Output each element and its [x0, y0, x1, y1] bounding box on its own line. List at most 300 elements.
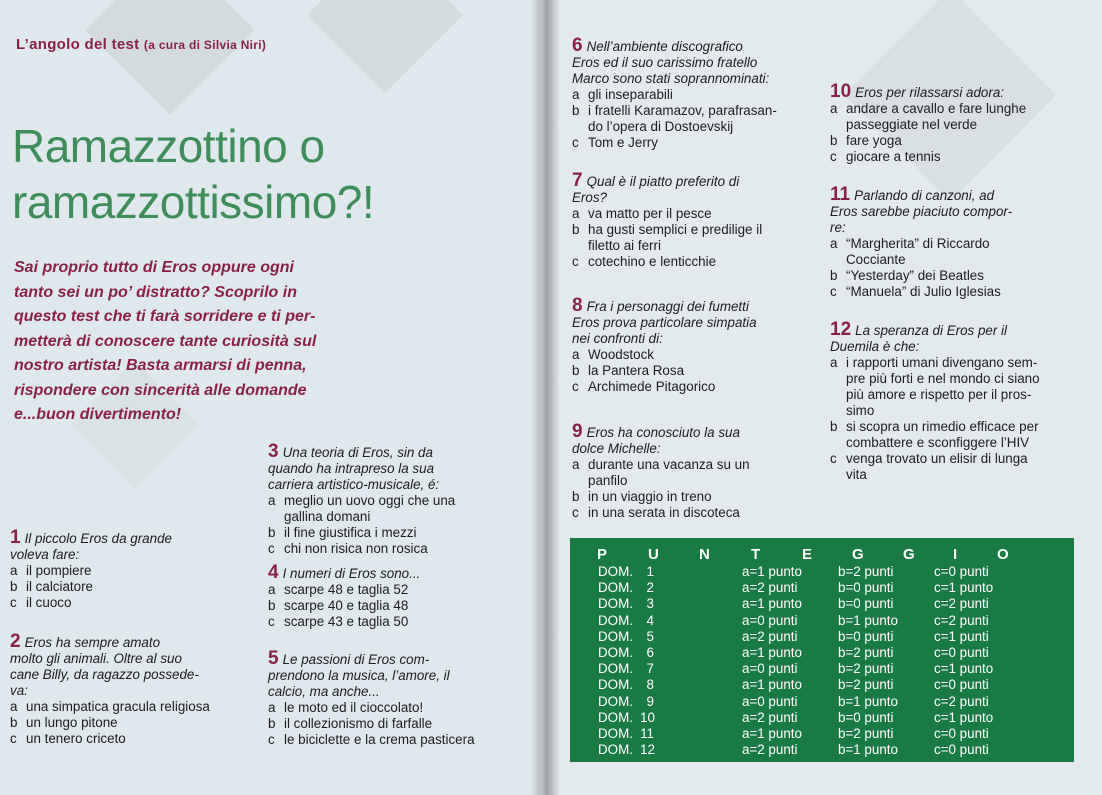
- answer-option: [572, 87, 822, 103]
- score-header-letter: N: [699, 546, 711, 563]
- question-line-text: dolce Michelle:: [572, 441, 661, 456]
- option-letter: c: [830, 451, 837, 466]
- option-letter: a: [572, 87, 580, 102]
- question-7: [572, 170, 822, 270]
- option-text: [284, 700, 528, 716]
- option-line: si scopra un rimedio efficace per: [846, 419, 1039, 434]
- score-cell-b: b=2 punti: [838, 661, 894, 677]
- option-line: vita: [846, 467, 867, 482]
- question-number: 7: [572, 170, 583, 191]
- option-letter: b: [572, 103, 580, 118]
- title-line: Ramazzottino o: [12, 120, 325, 172]
- question-11: [830, 184, 1080, 300]
- question-text: [268, 648, 528, 700]
- option-letter: b: [572, 222, 580, 237]
- answer-option: [830, 355, 1080, 419]
- question-3: [268, 441, 518, 557]
- option-letter: b: [830, 133, 838, 148]
- question-number: 9: [572, 421, 583, 442]
- option-line: una simpatica gracula religiosa: [26, 699, 210, 714]
- option-line: le moto ed il cioccolato!: [284, 700, 424, 715]
- option-line: “Margherita” di Riccardo: [846, 236, 990, 251]
- option-letter: b: [10, 715, 18, 730]
- score-cell-a: a=2 punti: [742, 628, 798, 644]
- option-text: [284, 582, 518, 598]
- option-line: giocare a tennis: [846, 149, 941, 164]
- option-line: filetto ai ferri: [588, 238, 661, 253]
- score-cell-a: a=1 punto: [742, 677, 802, 693]
- option-line: le biciclette e la crema pasticera: [284, 732, 475, 747]
- option-letter: c: [572, 379, 579, 394]
- score-cell-b: b=2 punti: [838, 677, 894, 693]
- option-line: pre più forti e nel mondo ci siano: [846, 371, 1040, 386]
- score-header-letter: T: [751, 546, 762, 563]
- option-text: [846, 133, 1080, 149]
- section-title: L’angolo del test: [16, 36, 140, 53]
- answer-option: [268, 732, 528, 748]
- option-line: gallina domani: [284, 509, 371, 524]
- score-cell-dom: DOM.: [598, 645, 633, 660]
- question-line-text: va:: [10, 683, 28, 698]
- score-cell-b: b=2 punti: [838, 726, 894, 741]
- score-row: [570, 596, 1074, 612]
- question-text: [572, 35, 822, 87]
- question-line: [268, 477, 518, 493]
- question-line: [572, 441, 822, 457]
- question-line-text: Le passioni di Eros com-: [282, 652, 430, 667]
- score-row: [570, 694, 1074, 710]
- score-cell-n: 4: [646, 612, 654, 628]
- option-line: la Pantera Rosa: [588, 363, 685, 378]
- question-text: [830, 184, 1080, 236]
- score-cell-n: 10: [640, 709, 655, 725]
- score-table: [570, 538, 1074, 762]
- score-cell-dom: DOM.: [598, 661, 633, 677]
- score-cell-n: 9: [646, 693, 654, 709]
- option-letter: a: [268, 493, 276, 508]
- option-text: [284, 541, 518, 557]
- question-line: [830, 184, 1080, 205]
- score-cell-c: c=1 punti: [934, 628, 989, 644]
- score-header-letter: O: [997, 546, 1010, 563]
- question-line: [268, 441, 518, 462]
- option-letter: c: [572, 254, 579, 269]
- score-cell-b: b=0 punti: [838, 596, 894, 612]
- question-line-text: Eros?: [572, 190, 607, 205]
- intro-line: tanto sei un po’ distratto? Scoprilo in: [14, 283, 297, 301]
- score-header-letter: E: [802, 546, 814, 563]
- score-header-letter: I: [953, 546, 959, 563]
- answer-option: [572, 206, 822, 222]
- score-row: [570, 564, 1074, 580]
- answer-option: [830, 419, 1080, 451]
- option-text: [284, 716, 528, 732]
- question-line-text: molto gli animali. Oltre al suo: [10, 651, 182, 666]
- question-line-text: La speranza di Eros per il: [855, 323, 1007, 338]
- option-line: combattere e sconfiggere l’HIV: [846, 435, 1030, 450]
- question-text: [10, 631, 260, 699]
- option-line: il fine giustifica i mezzi: [284, 525, 417, 540]
- option-letter: a: [572, 457, 580, 472]
- question-line-text: carriera artistico-musicale, é:: [268, 477, 440, 492]
- page-gutter: [530, 0, 560, 795]
- score-cell-c: c=1 punto: [934, 580, 994, 596]
- option-text: [26, 731, 260, 747]
- option-line: panfilo: [588, 473, 628, 488]
- score-row: [570, 661, 1074, 677]
- question-line-text: cane Billy, da ragazzo possede-: [10, 667, 199, 682]
- question-line: [572, 315, 822, 331]
- question-line-text: prendono la musica, l’amore, il: [268, 668, 450, 683]
- option-line: “Yesterday” dei Beatles: [846, 268, 984, 283]
- question-text: [830, 81, 1080, 102]
- option-text: [588, 347, 822, 363]
- score-header-letter: G: [903, 546, 916, 563]
- option-line: un lungo pitone: [26, 715, 118, 730]
- question-line: [830, 319, 1080, 340]
- option-text: [284, 525, 518, 541]
- score-cell-a: a=0 punti: [742, 612, 798, 628]
- question-line: [10, 651, 260, 667]
- question-line-text: nei confronti di:: [572, 331, 663, 346]
- option-line: scarpe 48 e taglia 52: [284, 582, 409, 597]
- option-letter: c: [830, 284, 837, 299]
- option-line: andare a cavallo e fare lunghe: [846, 101, 1027, 116]
- answer-option: [572, 347, 822, 363]
- score-cell-n: 1: [646, 564, 654, 579]
- question-text: [572, 295, 822, 347]
- score-cell-b: b=0 punti: [838, 628, 894, 644]
- answer-option: [830, 133, 1080, 149]
- option-line: meglio un uovo oggi che una: [284, 493, 456, 508]
- question-number: 1: [10, 527, 21, 548]
- score-cell-a: a=1 punto: [742, 726, 802, 741]
- option-line: ha gusti semplici e predilige il: [588, 222, 763, 237]
- score-cell-dom: DOM.: [598, 709, 633, 725]
- question-line-text: Duemila è che:: [830, 339, 920, 354]
- question-5: [268, 648, 528, 748]
- question-line-text: Una teoria di Eros, sin da: [282, 445, 433, 460]
- answer-option: [830, 268, 1080, 284]
- question-text: [572, 170, 822, 206]
- question-8: [572, 295, 822, 395]
- option-letter: c: [572, 505, 579, 520]
- score-row: [570, 726, 1074, 742]
- intro-line: metterà di conoscere tante curiosità sul: [14, 332, 317, 350]
- answer-option: [572, 505, 822, 521]
- option-line: più amore e rispetto per il pros-: [846, 387, 1032, 402]
- score-cell-n: 11: [640, 726, 654, 741]
- option-line: Tom e Jerry: [588, 135, 658, 150]
- answer-option: [830, 284, 1080, 300]
- answer-option: [572, 135, 822, 151]
- question-line: [830, 204, 1080, 220]
- question-line: [572, 71, 822, 87]
- question-text: [268, 562, 518, 583]
- question-number: 12: [830, 319, 852, 340]
- question-text: [268, 441, 518, 493]
- option-line: va matto per il pesce: [588, 206, 712, 221]
- answer-option: [268, 700, 528, 716]
- score-cell-dom: DOM.: [598, 628, 633, 644]
- question-line: [268, 684, 528, 700]
- question-line-text: Parlando di canzoni, ad: [854, 188, 995, 203]
- option-text: [588, 457, 822, 489]
- question-6: [572, 35, 822, 151]
- score-cell-a: a=2 punti: [742, 580, 798, 596]
- question-text: [10, 527, 250, 563]
- question-line-text: voleva fare:: [10, 547, 80, 562]
- score-cell-c: c=0 punti: [934, 677, 989, 693]
- answer-option: [268, 541, 518, 557]
- option-letter: c: [10, 731, 17, 746]
- option-line: durante una vacanza su un: [588, 457, 750, 472]
- option-line: il cuoco: [26, 595, 72, 610]
- question-line-text: Eros ha sempre amato: [24, 635, 161, 650]
- intro-line: questo test che ti farà sorridere e ti per-: [14, 308, 316, 325]
- option-line: scarpe 40 e taglia 48: [284, 598, 409, 613]
- option-text: [284, 598, 518, 614]
- answer-option: [830, 101, 1080, 133]
- background-diamond: [307, 0, 463, 93]
- option-text: [846, 149, 1080, 165]
- option-letter: b: [268, 598, 276, 613]
- option-line: in una serata in discoteca: [588, 505, 740, 520]
- answer-option: [10, 715, 260, 731]
- score-row: [570, 580, 1074, 596]
- score-row: [570, 629, 1074, 645]
- option-letter: a: [572, 347, 580, 362]
- option-line: Archimede Pitagorico: [588, 379, 716, 394]
- score-cell-dom: DOM.: [598, 693, 633, 709]
- option-letter: b: [572, 489, 580, 504]
- answer-option: [830, 149, 1080, 165]
- option-text: [588, 254, 822, 270]
- option-line: gli inseparabili: [588, 87, 673, 102]
- option-letter: a: [830, 101, 838, 116]
- score-cell-n: 8: [646, 677, 654, 693]
- question-number: 2: [10, 631, 21, 652]
- option-line: in un viaggio in treno: [588, 489, 712, 504]
- option-line: Woodstock: [588, 347, 654, 362]
- option-text: [284, 732, 528, 748]
- option-text: [588, 379, 822, 395]
- option-letter: c: [830, 149, 837, 164]
- score-cell-a: a=0 punti: [742, 693, 798, 709]
- option-line: scarpe 43 e taglia 50: [284, 614, 409, 629]
- option-letter: a: [830, 236, 838, 251]
- title-line: ramazzottissimo?!: [12, 176, 375, 228]
- question-line-text: quando ha intrapreso la sua: [268, 461, 435, 476]
- option-letter: c: [10, 595, 17, 610]
- answer-option: [10, 699, 260, 715]
- background-diamond: [85, 0, 255, 115]
- option-text: [846, 236, 1080, 268]
- section-credit: (a cura di Silvia Niri): [143, 38, 267, 52]
- option-line: “Manuela” di Julio Iglesias: [846, 284, 1001, 299]
- answer-option: [268, 598, 518, 614]
- score-row: [570, 742, 1074, 758]
- question-line: [572, 331, 822, 347]
- option-text: [588, 87, 822, 103]
- answer-option: [572, 489, 822, 505]
- score-cell-c: c=2 punti: [934, 612, 989, 628]
- option-text: [26, 579, 250, 595]
- answer-option: [10, 731, 260, 747]
- option-text: [284, 493, 518, 525]
- question-number: 5: [268, 648, 279, 669]
- option-line: fare yoga: [846, 133, 902, 148]
- answer-option: [268, 493, 518, 525]
- option-letter: b: [268, 525, 276, 540]
- answer-option: [830, 451, 1080, 483]
- question-line-text: Eros prova particolare simpatia: [572, 315, 757, 330]
- option-line: il pompiere: [26, 563, 92, 578]
- option-line: venga trovato un elisir di lunga: [846, 451, 1028, 466]
- question-line: [268, 648, 528, 669]
- option-letter: b: [830, 268, 838, 283]
- question-line-text: re:: [830, 220, 846, 235]
- question-line: [572, 421, 822, 442]
- intro-line: e...buon divertimento!: [14, 406, 182, 423]
- score-cell-a: a=0 punti: [742, 661, 798, 677]
- question-line: [830, 81, 1080, 102]
- option-letter: a: [10, 699, 18, 714]
- question-line: [830, 339, 1080, 355]
- option-text: [26, 563, 250, 579]
- section-header: [16, 36, 266, 53]
- score-cell-c: c=0 punti: [934, 645, 989, 660]
- option-letter: b: [830, 419, 838, 434]
- intro-line: nostro artista! Basta armarsi di penna,: [14, 357, 307, 374]
- option-text: [588, 363, 822, 379]
- question-4: [268, 562, 518, 630]
- page-title: [12, 118, 374, 230]
- option-line: Cocciante: [846, 252, 906, 267]
- intro-line: rispondere con sincerità alle domande: [14, 381, 307, 399]
- score-row: [570, 645, 1074, 661]
- score-cell-n: 12: [640, 742, 655, 758]
- score-cell-a: a=2 punti: [742, 709, 798, 725]
- answer-option: [572, 379, 822, 395]
- option-line: il calciatore: [26, 579, 93, 594]
- option-text: [846, 451, 1080, 483]
- question-number: 3: [268, 441, 279, 462]
- score-header-letter: P: [597, 546, 609, 563]
- question-line: [10, 547, 250, 563]
- question-line: [572, 170, 822, 191]
- option-line: il collezionismo di farfalle: [284, 716, 433, 731]
- score-cell-dom: DOM.: [598, 564, 633, 579]
- answer-option: [268, 582, 518, 598]
- question-line: [572, 295, 822, 316]
- score-cell-c: c=2 punti: [934, 596, 989, 612]
- score-cell-b: b=1 punto: [838, 612, 898, 628]
- answer-option: [572, 254, 822, 270]
- option-letter: a: [830, 355, 838, 370]
- option-letter: c: [268, 732, 275, 747]
- question-line: [10, 683, 260, 699]
- score-cell-dom: DOM.: [598, 726, 633, 741]
- question-line: [10, 667, 260, 683]
- question-text: [830, 319, 1080, 355]
- score-cell-a: a=2 punti: [742, 742, 798, 758]
- option-text: [588, 206, 822, 222]
- question-1: [10, 527, 250, 611]
- question-line-text: I numeri di Eros sono...: [282, 566, 421, 581]
- question-line-text: Eros ed il suo carissimo fratello: [572, 55, 758, 70]
- score-header: [570, 546, 1074, 566]
- option-text: [846, 284, 1080, 300]
- option-letter: b: [268, 716, 276, 731]
- question-text: [572, 421, 822, 457]
- score-cell-b: b=0 punti: [838, 580, 894, 596]
- answer-option: [10, 595, 250, 611]
- score-cell-dom: DOM.: [598, 596, 633, 612]
- answer-option: [10, 563, 250, 579]
- option-letter: a: [268, 582, 276, 597]
- option-letter: c: [268, 614, 275, 629]
- option-line: simo: [846, 403, 875, 418]
- option-text: [846, 101, 1080, 133]
- question-number: 4: [268, 562, 279, 583]
- score-header-letter: G: [852, 546, 865, 563]
- score-cell-c: c=1 punto: [934, 661, 994, 677]
- question-number: 11: [830, 184, 851, 205]
- score-cell-c: c=2 punti: [934, 693, 989, 709]
- score-cell-n: 5: [646, 628, 654, 644]
- question-line-text: calcio, ma anche...: [268, 684, 380, 699]
- score-cell-n: 2: [646, 580, 654, 596]
- option-letter: c: [572, 135, 579, 150]
- answer-option: [572, 103, 822, 135]
- question-line-text: Fra i personaggi dei fumetti: [586, 299, 749, 314]
- score-cell-c: c=0 punti: [934, 564, 989, 579]
- option-line: un tenero criceto: [26, 731, 126, 746]
- question-line-text: Il piccolo Eros da grande: [24, 531, 172, 546]
- question-line: [830, 220, 1080, 236]
- question-number: 10: [830, 81, 852, 102]
- option-letter: b: [572, 363, 580, 378]
- option-letter: c: [268, 541, 275, 556]
- score-header-letter: U: [648, 546, 660, 563]
- option-text: [26, 595, 250, 611]
- option-text: [846, 268, 1080, 284]
- option-text: [588, 135, 822, 151]
- option-text: [26, 715, 260, 731]
- option-text: [846, 355, 1080, 419]
- answer-option: [572, 222, 822, 254]
- option-line: do l’opera di Dostoevskij: [588, 119, 734, 134]
- answer-option: [268, 614, 518, 630]
- question-line-text: Eros per rilassarsi adora:: [855, 85, 1004, 100]
- question-12: [830, 319, 1080, 483]
- score-cell-a: a=1 punto: [742, 564, 802, 579]
- question-line-text: Eros ha conosciuto la sua: [586, 425, 740, 440]
- option-line: cotechino e lenticchie: [588, 254, 717, 269]
- question-line: [572, 190, 822, 206]
- score-cell-b: b=0 punti: [838, 709, 894, 725]
- option-line: i rapporti umani divengano sem-: [846, 355, 1038, 370]
- score-cell-b: b=2 punti: [838, 645, 894, 660]
- score-cell-n: 7: [646, 661, 654, 677]
- score-row: [570, 677, 1074, 693]
- option-line: passeggiate nel verde: [846, 117, 978, 132]
- score-cell-c: c=0 punti: [934, 742, 989, 758]
- question-line: [268, 461, 518, 477]
- option-text: [588, 222, 822, 254]
- score-cell-b: b=2 punti: [838, 564, 894, 579]
